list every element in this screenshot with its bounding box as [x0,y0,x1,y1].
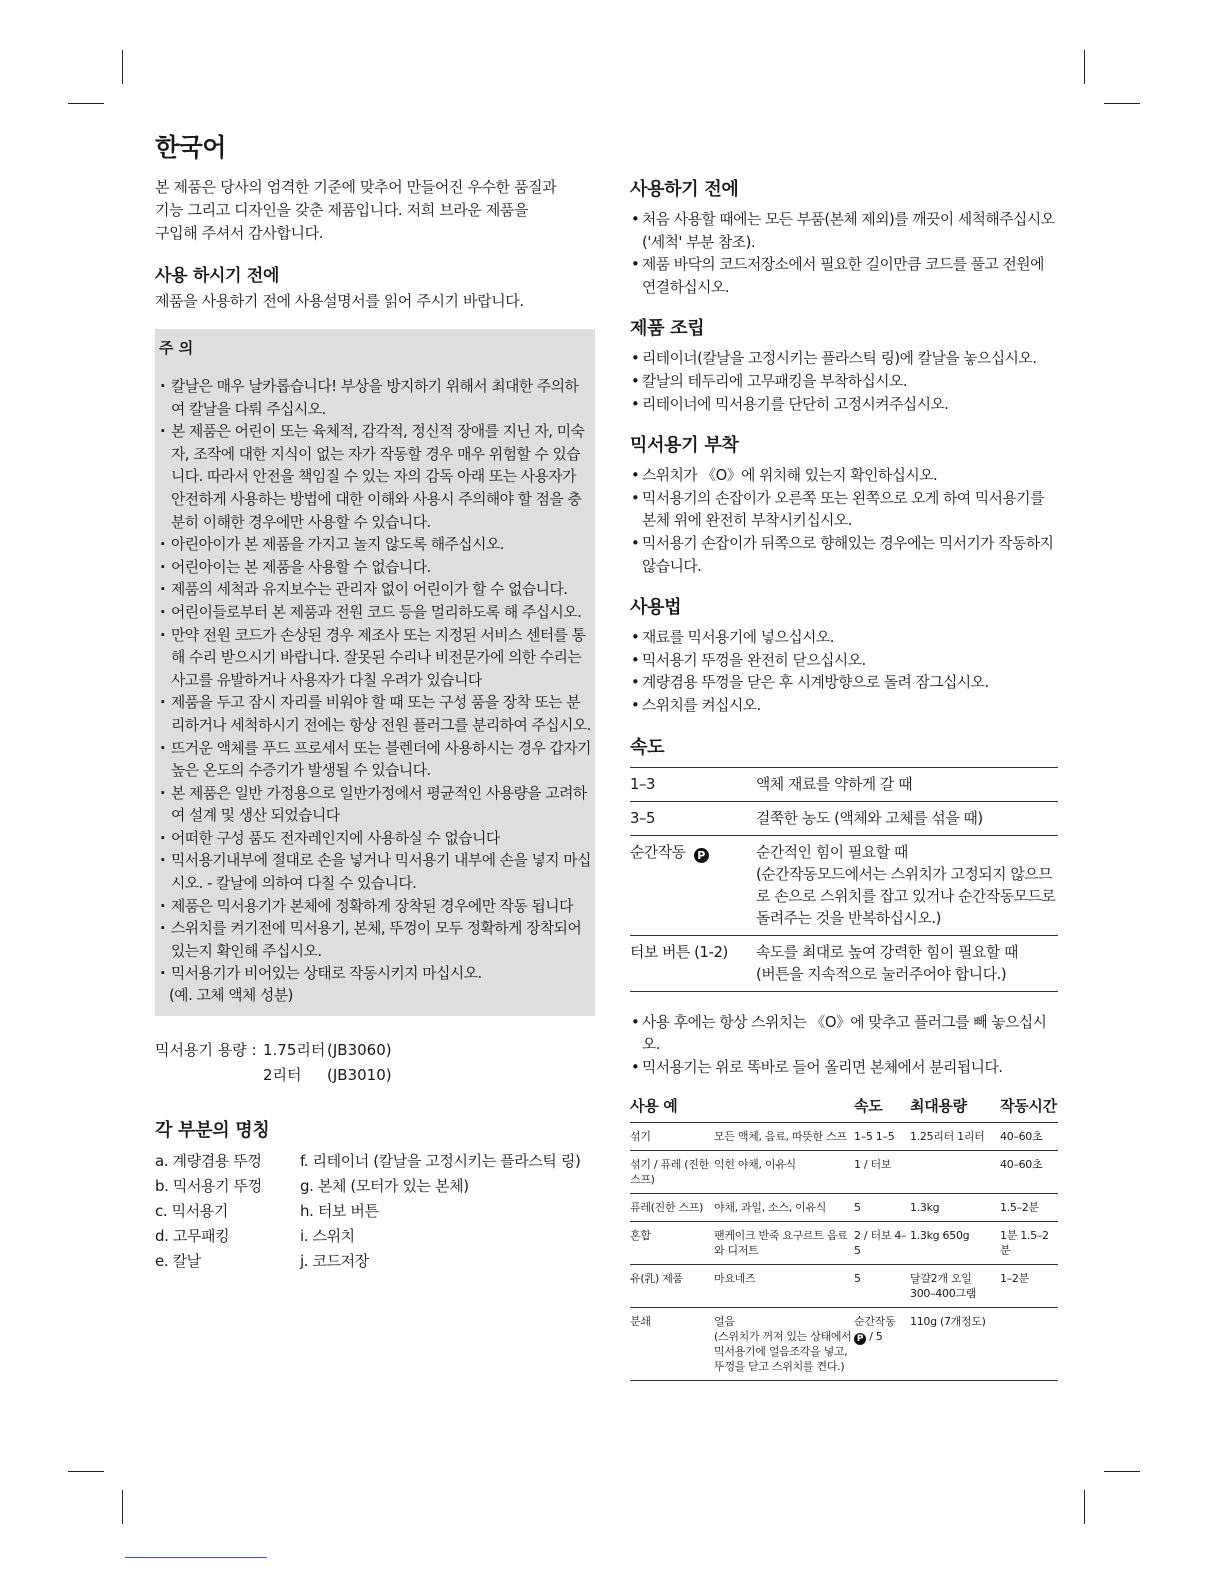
usage-cell: 얼음 [714,1315,735,1329]
caution-note: (예. 고체 액체 성분) [169,987,293,1005]
howto-item: • 스위치를 켜십시오. [630,695,1060,718]
usage-cell: 분쇄 [630,1308,714,1381]
intro-line: 본 제품은 당사의 엄격한 기준에 맞추어 만들어진 우수한 품질과 [155,178,557,196]
part-item: e. 칼날 [155,1252,201,1271]
caution-item: · 칼날은 매우 날카롭습니다! 부상을 방지하기 위해서 최대한 주의하여 칼날을 다뤄 주십시오. [157,376,591,421]
caution-item: · 본 제품은 일반 가정용으로 일반가정에서 평균적인 사용량을 고려하여 설계 및 생산 되었습니다 [157,783,591,828]
usage-cell: 달걀2개 오일 300–400그램 [910,1265,1000,1308]
right-column [630,175,1060,1381]
usage-header: 사용 예 [630,1093,714,1123]
howto-item: • 재료를 믹서용기에 넣으십시오. [630,627,1060,650]
after-item: • 사용 후에는 항상 스위치는 《O》에 맞추고 플러그를 빼 놓으십시오. [630,1012,1060,1057]
speed-row [630,935,1058,991]
usage-row [630,1123,1058,1151]
usage-cell: 40–60초 [1000,1151,1058,1194]
page-title: 한국어 [155,133,226,162]
speed-row [630,767,1058,801]
usage-cell: 5 [854,1265,910,1308]
speed-table [630,767,1058,992]
usage-row [630,1151,1058,1194]
usage-cell: 1.25리터 1리터 [910,1123,1000,1151]
speed-desc: 속도를 최대로 높여 강력한 힘이 필요할 때 [756,943,1019,961]
caution-item: · 믹서용기가 비어있는 상태로 작동시키지 마십시오. [157,963,591,986]
usage-row [630,1265,1058,1308]
before-using-item: • 제품 바닥의 코드저장소에서 필요한 길이만큼 코드를 풀고 전원에 연결하십시오. [630,254,1060,299]
caution-box [155,329,595,1016]
attach-heading: 믹서용기 부착 [630,435,739,457]
usage-cell: 야채, 과일, 소스, 이유식 [714,1194,854,1222]
before-using-item: • 처음 사용할 때에는 모든 부품(본체 제외)를 깨끗이 세척해주십시오 ('세척' 부분 참조). [630,209,1060,254]
speed-key: 3–5 [630,809,656,827]
speed-desc-note: (순간작동모드에서는 스위치가 고정되지 않으므로 손으로 스위치를 잡고 있거나 순간작동모드로 돌려주는 것을 반복하십시오.) [756,865,1056,927]
capacity-block [155,1038,595,1088]
part-item: h. 터보 버튼 [300,1202,379,1221]
caution-item: · 어린이들로부터 본 제품과 전원 코드 등을 멀리하도록 해 주십시오. [157,602,591,625]
capacity-label: 믹서용기 용량 : [155,1041,257,1060]
speed-desc-note: (버튼을 지속적으로 눌러주어야 합니다.) [756,965,1007,983]
speed-key: 1–3 [630,775,656,793]
usage-cell: 40–60초 [1000,1123,1058,1151]
pulse-icon: P [854,1333,866,1345]
usage-cell: 1–2분 [1000,1265,1058,1308]
usage-cell: 유(乳) 제품 [630,1265,714,1308]
assembly-heading: 제품 조립 [630,318,705,340]
part-item: c. 믹서용기 [155,1202,228,1221]
speed-row [630,801,1058,835]
caution-title: 주 의 [159,339,194,357]
usage-cell: 110g (7개정도) [910,1308,1000,1381]
before-use-heading: 사용 하시기 전에 [155,266,280,286]
howto-item: • 믹서용기 뚜껑을 완전히 닫으십시오. [630,650,1060,673]
crop-mark [68,1471,104,1472]
usage-header: 속도 [854,1093,910,1123]
caution-item: · 어린아이는 본 제품을 사용할 수 없습니다. [157,557,591,580]
parts-list [155,1150,595,1272]
part-item: f. 리테이너 (칼날을 고정시키는 플라스틱 링) [300,1152,581,1171]
caution-item: · 뜨거운 액체를 푸드 프로세서 또는 블렌더에 사용하시는 경우 갑자기 높은 온도의 수증기가 발생될 수 있습니다. [157,738,591,783]
caution-item: · 믹서용기내부에 절대로 손을 넣거나 믹서용기 내부에 손을 넣지 마십시오. - 칼날에 의하여 다칠 수 있습니다. [157,850,591,895]
usage-table [630,1093,1058,1381]
crop-mark [1084,1490,1085,1524]
usage-cell: 1.3kg 650g [910,1222,1000,1265]
bottom-rule [125,1557,267,1558]
usage-header: 최대용량 [910,1093,1000,1123]
after-item: • 믹서용기는 위로 똑바로 들어 올리면 본체에서 분리됩니다. [630,1057,1060,1080]
capacity-value: 2리터 [263,1066,302,1085]
usage-header-row [630,1093,1058,1123]
speed-heading: 속도 [630,736,665,758]
caution-item: · 만약 전원 코드가 손상된 경우 제조사 또는 지정된 서비스 센터를 통해 수리 받으시기 바랍니다. 잘못된 수리나 비전문가에 의한 수리는 사고를 유발하거나 사용자가 다칠 우려가 있습니다 [157,625,591,693]
part-item: i. 스위치 [300,1227,355,1246]
intro-line: 기능 그리고 디자인을 갖춘 제품입니다. 저희 브라운 제품을 [155,201,529,219]
usage-header [714,1093,854,1123]
parts-heading: 각 부분의 명칭 [155,1120,270,1142]
assembly-item: • 리테이너(칼날을 고정시키는 플라스틱 링)에 칼날을 놓으십시오. [630,348,1060,371]
usage-cell: 익힌 야채, 이유식 [714,1151,854,1194]
howto-item: • 계량겸용 뚜껑을 닫은 후 시계방향으로 돌려 잠그십시오. [630,672,1060,695]
capacity-model: (JB3010) [327,1066,392,1085]
usage-cell: 마요네즈 [714,1265,854,1308]
speed-desc: 액체 재료를 약하게 갈 때 [756,775,913,793]
crop-mark [68,103,104,104]
usage-row [630,1222,1058,1265]
caution-item: · 본 제품은 어린이 또는 육체적, 감각적, 정신적 장애를 지닌 자, 미숙자, 조작에 대한 지식이 없는 자가 작동할 경우 매우 위험할 수 있습니다. 따라서 안전을 책임질 수 있는 자의 감독 아래 또는 사용자가 안전하게 사용하는 방법에 대한 이해와 사용시 주의해야 할 점을 충분히 이해한 경우에만 사용할 수 있습니다. [157,421,591,534]
speed-desc: 걸쭉한 농도 (액체와 고체를 섞을 때) [756,809,983,827]
usage-header: 작동시간 [1000,1093,1058,1123]
usage-cell: 1.3kg [910,1194,1000,1222]
crop-mark [1104,1471,1140,1472]
pulse-icon: P [694,848,709,863]
speed-key: 터보 버튼 (1-2) [630,943,728,961]
caution-item: · 아린아이가 본 제품을 가지고 놀지 않도록 해주십시오. [157,534,591,557]
crop-mark [1084,50,1085,84]
intro-line: 구입해 주셔서 감사합니다. [155,224,324,242]
speed-key: 순간작동 [630,843,686,861]
usage-row [630,1308,1058,1381]
usage-cell: 1분 1.5–2분 [1000,1222,1058,1265]
usage-cell: 섞기 / 퓨레 (진한 스프) [630,1151,714,1194]
left-column [155,128,595,1272]
before-use-text: 제품을 사용하기 전에 사용설명서를 읽어 주시기 바랍니다. [155,292,524,310]
usage-cell-note: (스위치가 꺼져 있는 상태에서 믹서용기에 얼음조각을 넣고, 뚜껑을 닫고 스위치를 켠다.) [714,1330,852,1374]
usage-cell: 퓨레(진한 스프) [630,1194,714,1222]
crop-mark [122,1490,123,1524]
crop-mark [122,50,123,84]
capacity-model: (JB3060) [327,1041,392,1060]
caution-item: · 스위치를 켜기전에 믹서용기, 본체, 뚜껑이 모두 정확하게 장착되어 있는지 확인해 주십시오. [157,918,591,963]
howto-heading: 사용법 [630,597,682,619]
crop-mark [1104,103,1140,104]
attach-item: • 믹서용기 손잡이가 뒤쪽으로 향해있는 경우에는 믹서기가 작동하지 않습니다. [630,533,1060,578]
caution-item: · 제품을 두고 잠시 자리를 비워야 할 때 또는 구성 품을 장착 또는 분리하거나 세척하시기 전에는 항상 전원 플러그를 분리하여 주십시오. [157,692,591,737]
usage-cell: 팬케이크 반죽 요구르트 음료와 디저트 [714,1222,854,1265]
part-item: a. 계량겸용 뚜껑 [155,1152,262,1171]
attach-item: • 믹서용기의 손잡이가 오른쪽 또는 왼쪽으로 오게 하여 믹서용기를 본체 위에 완전히 부착시키십시오. [630,488,1060,533]
speed-row [630,835,1058,935]
usage-cell: 1.5–2분 [1000,1194,1058,1222]
before-using-heading: 사용하기 전에 [630,179,739,200]
usage-cell [1000,1308,1058,1381]
usage-cell: 혼합 [630,1222,714,1265]
usage-cell: 모든 액체, 음료, 따뜻한 스프 [714,1123,854,1151]
part-item: d. 고무패킹 [155,1227,230,1246]
usage-cell: 섞기 [630,1123,714,1151]
caution-item: · 어떠한 구성 품도 전자레인지에 사용하실 수 없습니다 [157,828,591,851]
usage-cell: 2 / 터보 4–5 [854,1222,910,1265]
capacity-value: 1.75리터 [263,1041,326,1060]
part-item: b. 믹서용기 뚜껑 [155,1177,262,1196]
assembly-item: • 칼날의 테두리에 고무패킹을 부착하십시오. [630,371,1060,394]
part-item: j. 코드저장 [300,1252,369,1271]
usage-cell: 1–5 1–5 [854,1123,910,1151]
speed-desc: 순간적인 힘이 필요할 때 [756,843,908,861]
caution-list [157,376,591,986]
usage-cell: 5 [854,1194,910,1222]
usage-cell [910,1151,1000,1194]
caution-item: · 제품의 세척과 유지보수는 관리자 없이 어린이가 할 수 없습니다. [157,579,591,602]
caution-item: · 제품은 믹서용기가 본체에 정확하게 장착된 경우에만 작동 됩니다 [157,896,591,919]
usage-cell: / 5 [869,1330,883,1344]
attach-item: • 스위치가 《O》에 위치해 있는지 확인하십시오. [630,465,1060,488]
usage-cell: 순간작동 [854,1315,896,1329]
usage-cell: 1 / 터보 [854,1151,910,1194]
usage-row [630,1194,1058,1222]
part-item: g. 본체 (모터가 있는 본체) [300,1177,469,1196]
assembly-item: • 리테이너에 믹서용기를 단단히 고정시켜주십시오. [630,394,1060,417]
